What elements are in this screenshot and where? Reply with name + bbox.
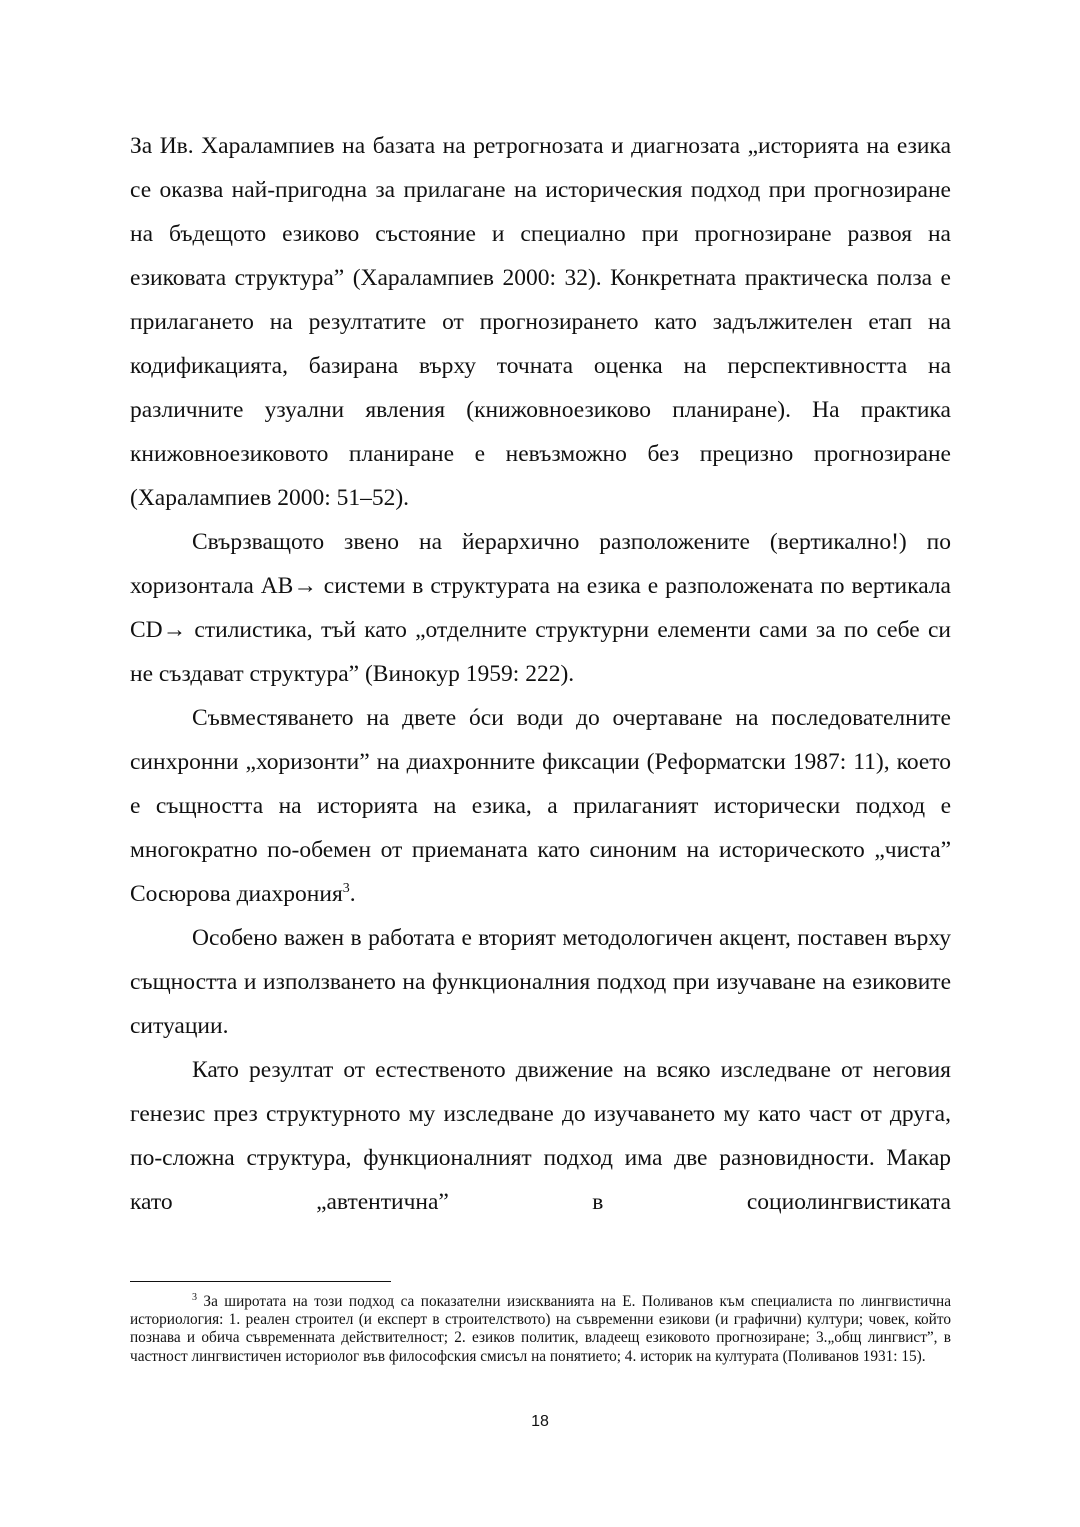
footnote-separator [130, 1281, 391, 1282]
footnote-marker: 3 [192, 1291, 197, 1303]
main-text-body [130, 124, 951, 1224]
footnote-3 [130, 1293, 951, 1366]
paragraph-axes-combination [130, 696, 951, 916]
footnote-text: За широтата на този подход са показателни изискванията на Е. Поливанов към специалиста по лингвистична историология: 1. реален строител (и експерт в строителството) на съвременни езикови (и графични) култури; човек, който познава и обича съвременната действителност; 2. езиков политик, владеещ езиковото прогнозиране; 3.„общ лингвист”, в частност лингвистичен историолог във философския смисъл на понятието; 4. историк на културата (Поливанов 1931: 15). [130, 1293, 951, 1365]
paragraph-haralampiev-prognosis: За Ив. Харалампиев на базата на ретрогнозата и диагнозата „историята на езика се оказва най-пригодна за прилагане на историческия подход при прогнозиране на бъдещото езиково състояние и специално при прогнозиране развоя на езиковата структура” (Харалампиев 2000: 32). Конкретната практическа полза е прилагането на резултатите от прогнозирането като задължителен етап на кодификацията, базирана върху точната оценка на перспективността на различните узуални явления (книжовноезиково планиране). На практика книжовноезиковото планиране е невъзможно без прецизно прогнозиране (Харалампиев 2000: 51–52). [130, 133, 951, 511]
footnote-reference-3[interactable]: 3 [342, 881, 350, 897]
page-number: 18 [531, 1413, 549, 1430]
paragraph-stylistics-link: Свързващото звено на йерархично разположените (вертикално!) по хоризонтала AB→ системи в структурата на езика е разположената по вертикала CD→ стилистика, тъй като „отделните структурни елементи сами за по себе си не създават структура” (Винокур 1959: 222). [130, 529, 951, 687]
paragraph-research-development: Като резултат от естественото движение на всяко изследване от неговия генезис през структурното му изследване до изучаването му като част от друга, по-сложна структура, функционалният подход има две разновидности. Макар като „автентична” в социолингвистиката [130, 1057, 951, 1215]
paragraph-axes-end: . [349, 881, 356, 907]
paragraph-functional-approach: Особено важен в работата е вторият методологичен акцент, поставен върху същността и използването на функционалния подход при изучаване на езиковите ситуации. [130, 925, 951, 1039]
paragraph-axes-text: Съвместяването на двете óси води до очертаване на последователните синхронни „хоризонти” на диахронните фиксации (Реформатски 1987: 11), което е същността на историята на езика, а прилаганият исторически подход е многократно по-обемен от приеманата като синоним на историческото „чиста” Сосюрова диахрония [130, 705, 951, 907]
